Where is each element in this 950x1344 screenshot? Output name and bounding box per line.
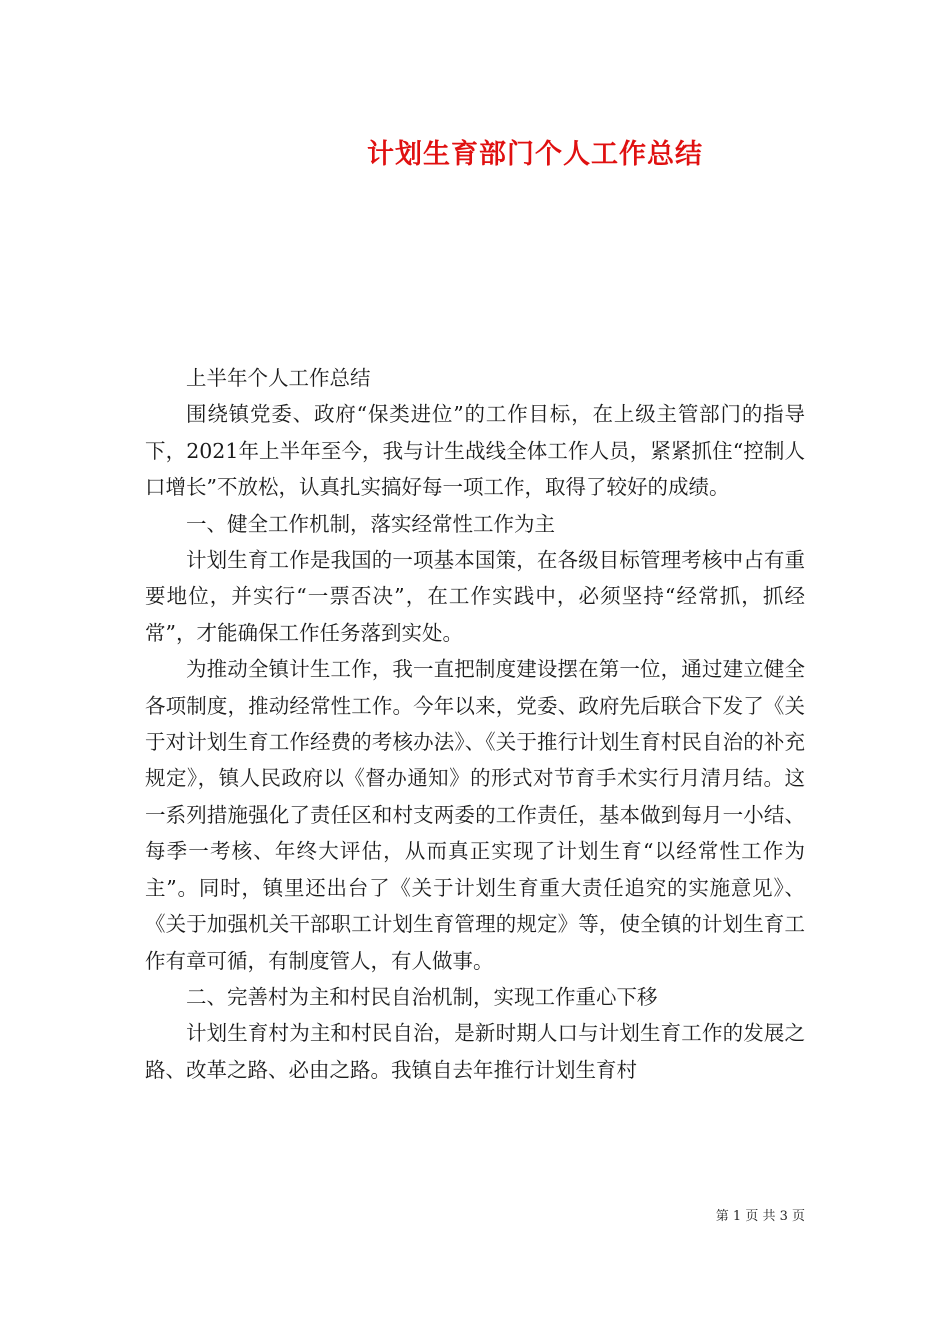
- section-heading-1: 一、健全工作机制，落实经常性工作为主: [186, 511, 555, 536]
- paragraph: 为推动全镇计生工作，我一直把制度建设摆在第一位，通过建立健全各项制度，推动经常性工作。今年以来，党委、政府先后联合下发了《关于对计划生育工作经费的考核办法》、《关于推行计划生育村民自治的补充规定》，镇人民政府以《督办通知》的形式对节育手术实行月清月结。这一系列措施强化了责任区和村支两委的工作责任，基本做到每月一小结、每季一考核、年终大评估，从而真正实现了计划生育“以经常性工作为主”。同时，镇里还出台了《关于计划生育重大责任追究的实施意见》、《关于加强机关干部职工计划生育管理的规定》等，使全镇的计划生育工作有章可循，有制度管人，有人做事。: [145, 657, 805, 973]
- page-title: 计划生育部门个人工作总结: [367, 139, 703, 170]
- document-body: [145, 360, 805, 1088]
- page-footer: 第 1 页 共 3 页: [715, 1209, 805, 1224]
- paragraph: 计划生育村为主和村民自治，是新时期人口与计划生育工作的发展之路、改革之路、必由之路。我镇自去年推行计划生育村: [145, 1021, 805, 1082]
- paragraph-subtitle: 上半年个人工作总结: [186, 366, 371, 390]
- paragraph-intro: 围绕镇党委、政府“保类进位”的工作目标，在上级主管部门的指导下，2021年上半年至今，我与计生战线全体工作人员，紧紧抓住“控制人口增长”不放松，认真扎实搞好每一项工作，取得了较好的成绩。: [145, 402, 805, 500]
- paragraph: 计划生育工作是我国的一项基本国策，在各级目标管理考核中占有重要地位，并实行“一票否决”，在工作实践中，必须坚持“经常抓，抓经常”，才能确保工作任务落到实处。: [145, 548, 805, 645]
- section-heading-2: 二、完善村为主和村民自治机制，实现工作重心下移: [186, 984, 658, 1009]
